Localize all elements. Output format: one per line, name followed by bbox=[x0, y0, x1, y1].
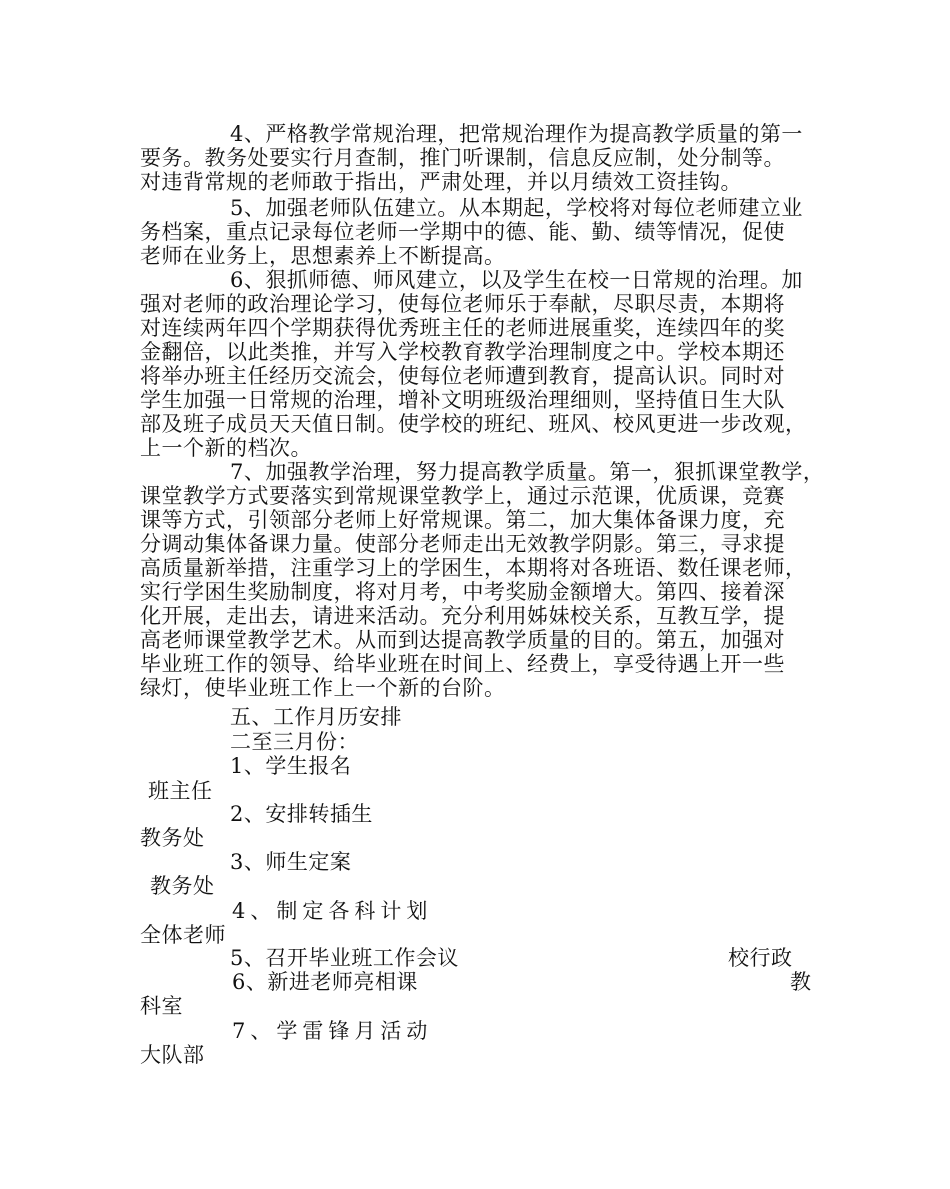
paragraph-7-line: 7、加强教学治理，努力提高教学质量。第一，狠抓课堂教学， bbox=[230, 460, 825, 484]
section-title: 五、工作月历安排 bbox=[230, 705, 402, 729]
paragraph-7-line: 实行学困生奖励制度，将对月考，中考奖励金额增大。第四、接着深 bbox=[140, 580, 785, 604]
schedule-owner: 科室 bbox=[140, 994, 183, 1018]
paragraph-6-line: 学生加强一日常规的治理，增补文明班级治理细则，坚持值日生大队 bbox=[140, 388, 785, 412]
paragraph-7-line: 高老师课堂教学艺术。从而到达提高教学质量的目的。第五，加强对 bbox=[140, 628, 785, 652]
paragraph-6-line: 对连续两年四个学期获得优秀班主任的老师进展重奖，连续四年的奖 bbox=[140, 316, 785, 340]
schedule-owner: 教务处 bbox=[150, 874, 215, 898]
paragraph-7-line: 课堂教学方式要落实到常规课堂教学上，通过示范课，优质课，竞赛 bbox=[140, 484, 785, 508]
paragraph-6-line: 强对老师的政治理论学习，使每位老师乐于奉献，尽职尽责，本期将 bbox=[140, 292, 785, 316]
paragraph-4-line: 要务。教务处要实行月查制，推门听课制，信息反应制，处分制等。 bbox=[140, 146, 785, 170]
schedule-task: 6、新进老师亮相课 bbox=[232, 970, 418, 994]
paragraph-6-line: 6、狠抓师德、师风建立，以及学生在校一日常规的治理。加 bbox=[230, 268, 803, 292]
paragraph-7-line: 分调动集体备课力量。使部分老师走出无效教学阴影。第三，寻求提 bbox=[140, 532, 785, 556]
paragraph-4-line: 4、严格教学常规治理，把常规治理作为提高教学质量的第一 bbox=[230, 122, 803, 146]
paragraph-6-line: 部及班子成员天天值日制。使学校的班纪、班风、校风更进一步改观， bbox=[140, 412, 807, 436]
paragraph-5-line: 5、加强老师队伍建立。从本期起，学校将对每位老师建立业 bbox=[230, 196, 803, 220]
paragraph-4-line: 对违背常规的老师敢于指出，严肃处理，并以月绩效工资挂钩。 bbox=[140, 170, 742, 194]
paragraph-6-line: 金翻倍，以此类推，并写入学校教育教学治理制度之中。学校本期还 bbox=[140, 340, 785, 364]
schedule-owner: 教务处 bbox=[140, 826, 205, 850]
schedule-owner: 教 bbox=[790, 970, 812, 994]
schedule-owner: 校行政 bbox=[728, 946, 793, 970]
paragraph-7-line: 绿灯，使毕业班工作上一个新的台阶。 bbox=[140, 676, 506, 700]
schedule-owner: 全体老师 bbox=[140, 923, 226, 947]
schedule-owner: 大队部 bbox=[140, 1043, 205, 1067]
paragraph-5-line: 务档案，重点记录每位老师一学期中的德、能、勤、绩等情况，促使 bbox=[140, 220, 785, 244]
schedule-task: 7、学雷锋月活动 bbox=[232, 1019, 433, 1043]
paragraph-6-line: 将举办班主任经历交流会，使每位老师遭到教育，提高认识。同时对 bbox=[140, 364, 785, 388]
schedule-task: 2、安排转插生 bbox=[230, 802, 373, 826]
paragraph-7-line: 化开展，走出去，请进来活动。充分利用姊妹校关系，互教互学，提 bbox=[140, 604, 785, 628]
schedule-task: 1、学生报名 bbox=[230, 754, 352, 778]
schedule-task: 3、师生定案 bbox=[230, 850, 352, 874]
paragraph-7-line: 高质量新举措，注重学习上的学困生，本期将对各班语、数任课老师， bbox=[140, 556, 807, 580]
paragraph-7-line: 毕业班工作的领导、给毕业班在时间上、经费上，享受待遇上开一些 bbox=[140, 652, 785, 676]
paragraph-7-line: 课等方式，引领部分老师上好常规课。第二，加大集体备课力度，充 bbox=[140, 508, 785, 532]
schedule-task: 4、制定各科计划 bbox=[232, 899, 433, 923]
month-label: 二至三月份： bbox=[230, 730, 359, 754]
schedule-owner: 班主任 bbox=[148, 779, 213, 803]
paragraph-5-line: 老师在业务上，思想素养上不断提高。 bbox=[140, 244, 506, 268]
schedule-task: 5、召开毕业班工作会议 bbox=[230, 946, 459, 970]
paragraph-6-line: 上一个新的档次。 bbox=[140, 436, 312, 460]
